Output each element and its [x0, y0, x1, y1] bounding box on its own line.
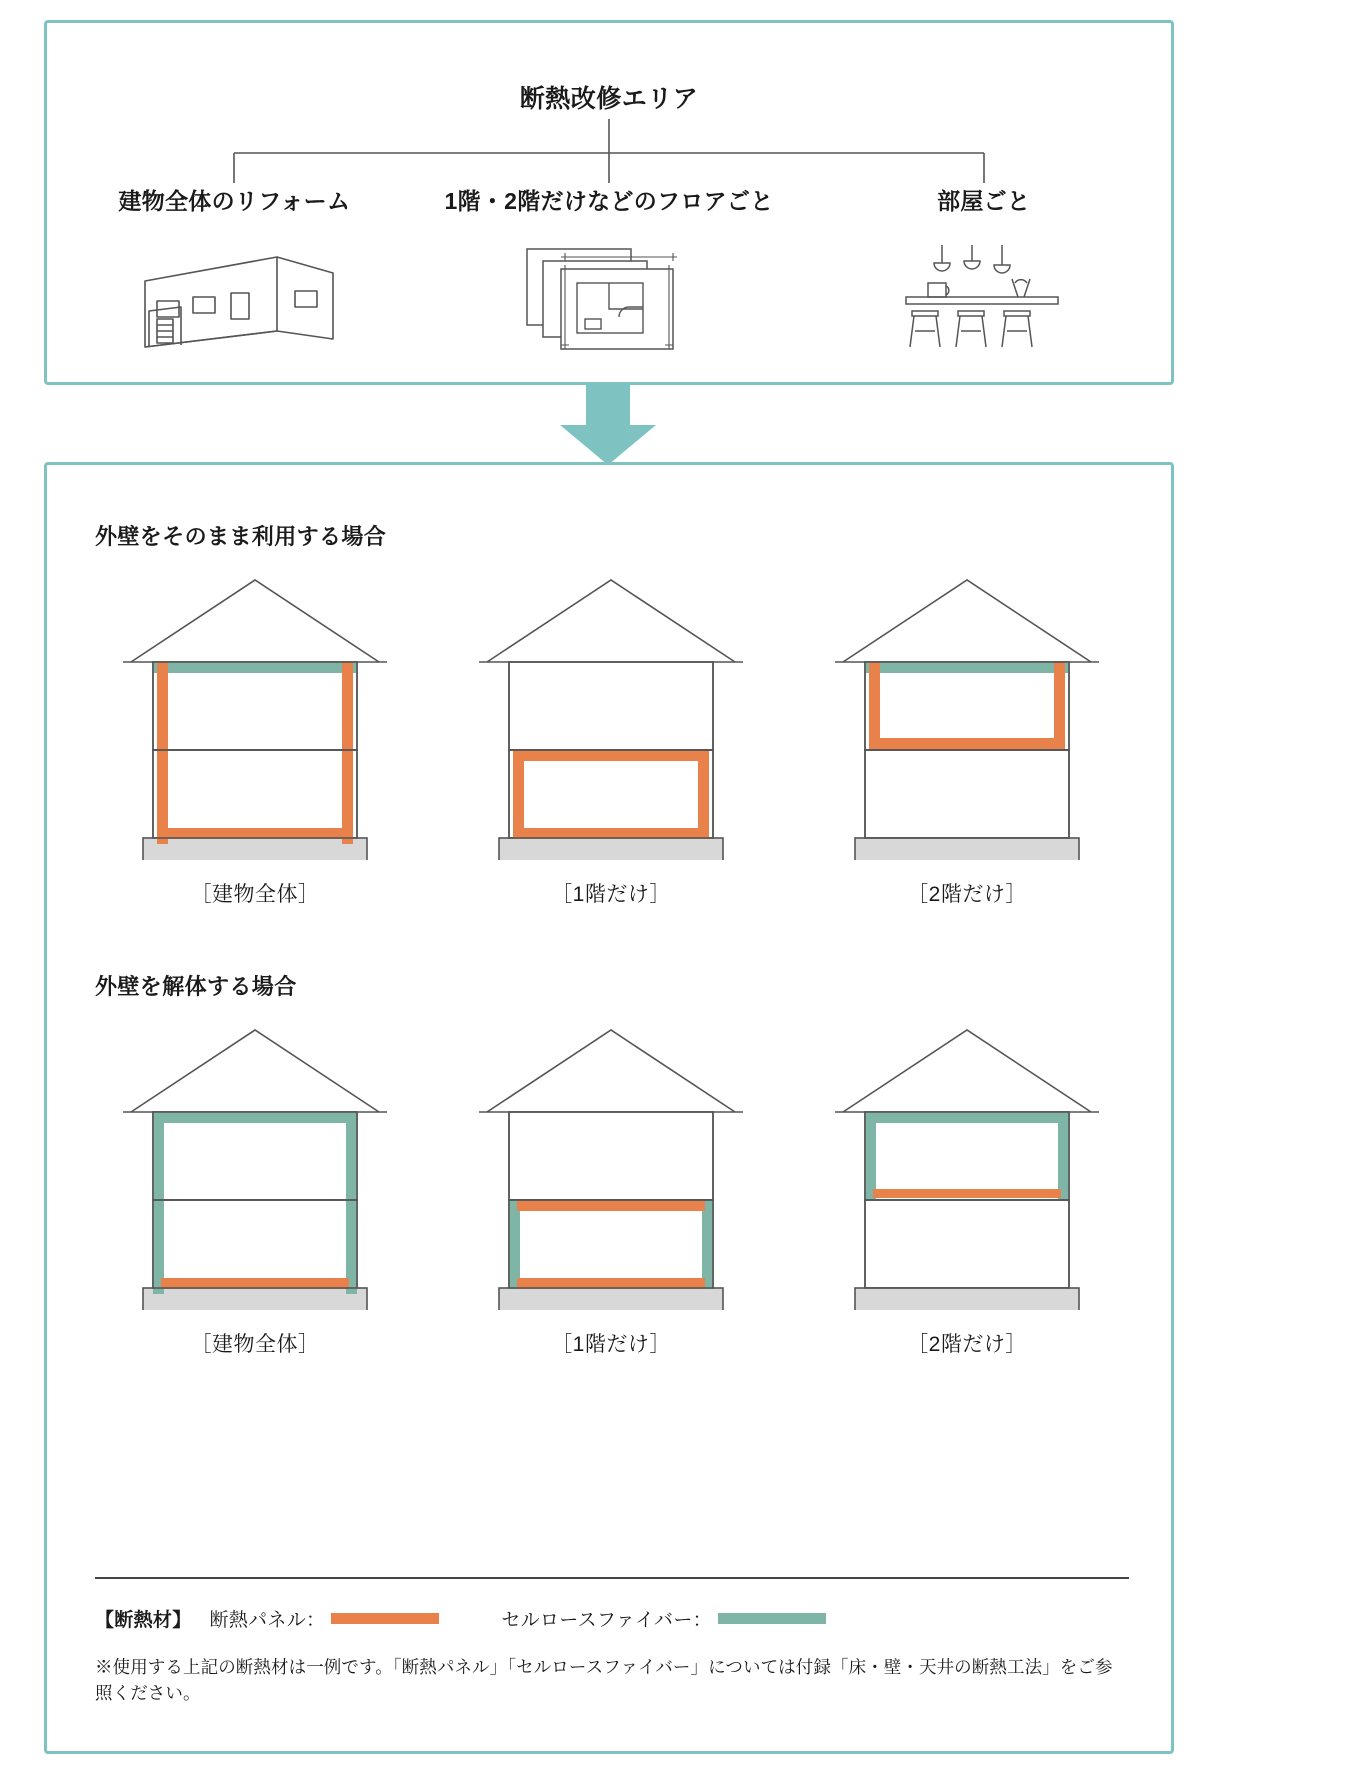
legend-note: ※使用する上記の断熱材は一例です。「断熱パネル」「セルロースファイバー」については付録「床・壁・天井の断熱工法」をご参照ください。: [95, 1657, 1113, 1704]
area-option-label: 1階・2階だけなどのフロアごと: [444, 188, 774, 214]
insulation-methods-panel: [44, 462, 1174, 1754]
case-keep-second-floor: [789, 560, 1145, 908]
house-section-first-floor-icon: [433, 1010, 789, 1320]
section-heading-demolish-wall: 外壁を解体する場合: [95, 974, 297, 999]
down-arrow-icon: [558, 385, 658, 467]
case-demolish-second-floor: [789, 1010, 1145, 1358]
legend-swatch-cellulose: [718, 1613, 826, 1624]
area-option-whole-building: [47, 183, 422, 361]
area-option-per-room: [796, 183, 1171, 361]
insulation-area-panel: [44, 20, 1174, 385]
case-caption: ［2階だけ］: [907, 883, 1027, 906]
keep-wall-cases: [77, 560, 1145, 908]
section-heading-keep-wall: 外壁をそのまま利用する場合: [95, 524, 387, 549]
legend-divider: [95, 1577, 1129, 1579]
panel-title: 断熱改修エリア: [519, 85, 699, 113]
house-exterior-icon: [47, 236, 422, 361]
case-demolish-first-floor: [433, 1010, 789, 1358]
house-section-whole-icon: [77, 1010, 433, 1320]
legend-item-label: セルロースファイバー：: [501, 1610, 712, 1631]
house-section-first-floor-icon: [433, 560, 789, 870]
case-keep-whole: [77, 560, 433, 908]
legend-item-panel: [210, 1605, 440, 1632]
legend-title: 【断熱材】: [95, 1610, 192, 1631]
room-counter-icon: [796, 236, 1171, 361]
demolish-wall-cases: [77, 1010, 1145, 1358]
house-section-second-floor-icon: [789, 560, 1145, 870]
area-options-list: [47, 183, 1171, 361]
area-option-per-floor: [422, 183, 797, 361]
case-keep-first-floor: [433, 560, 789, 908]
legend: [95, 1605, 1129, 1707]
case-caption: ［1階だけ］: [551, 883, 671, 906]
case-demolish-whole: [77, 1010, 433, 1358]
legend-items-row: [95, 1605, 1129, 1632]
branch-connector: [47, 119, 1171, 189]
legend-swatch-panel: [331, 1613, 439, 1624]
floor-plan-icon: [422, 236, 797, 361]
legend-item-label: 断熱パネル：: [209, 1610, 326, 1631]
area-option-label: 部屋ごと: [937, 188, 1031, 214]
house-section-whole-icon: [77, 560, 433, 870]
case-caption: ［1階だけ］: [551, 1333, 671, 1356]
area-option-label: 建物全体のリフォーム: [118, 188, 351, 214]
legend-item-cellulose: [501, 1605, 826, 1632]
case-caption: ［建物全体］: [190, 883, 320, 906]
house-section-second-floor-icon: [789, 1010, 1145, 1320]
case-caption: ［建物全体］: [190, 1333, 320, 1356]
case-caption: ［2階だけ］: [907, 1333, 1027, 1356]
